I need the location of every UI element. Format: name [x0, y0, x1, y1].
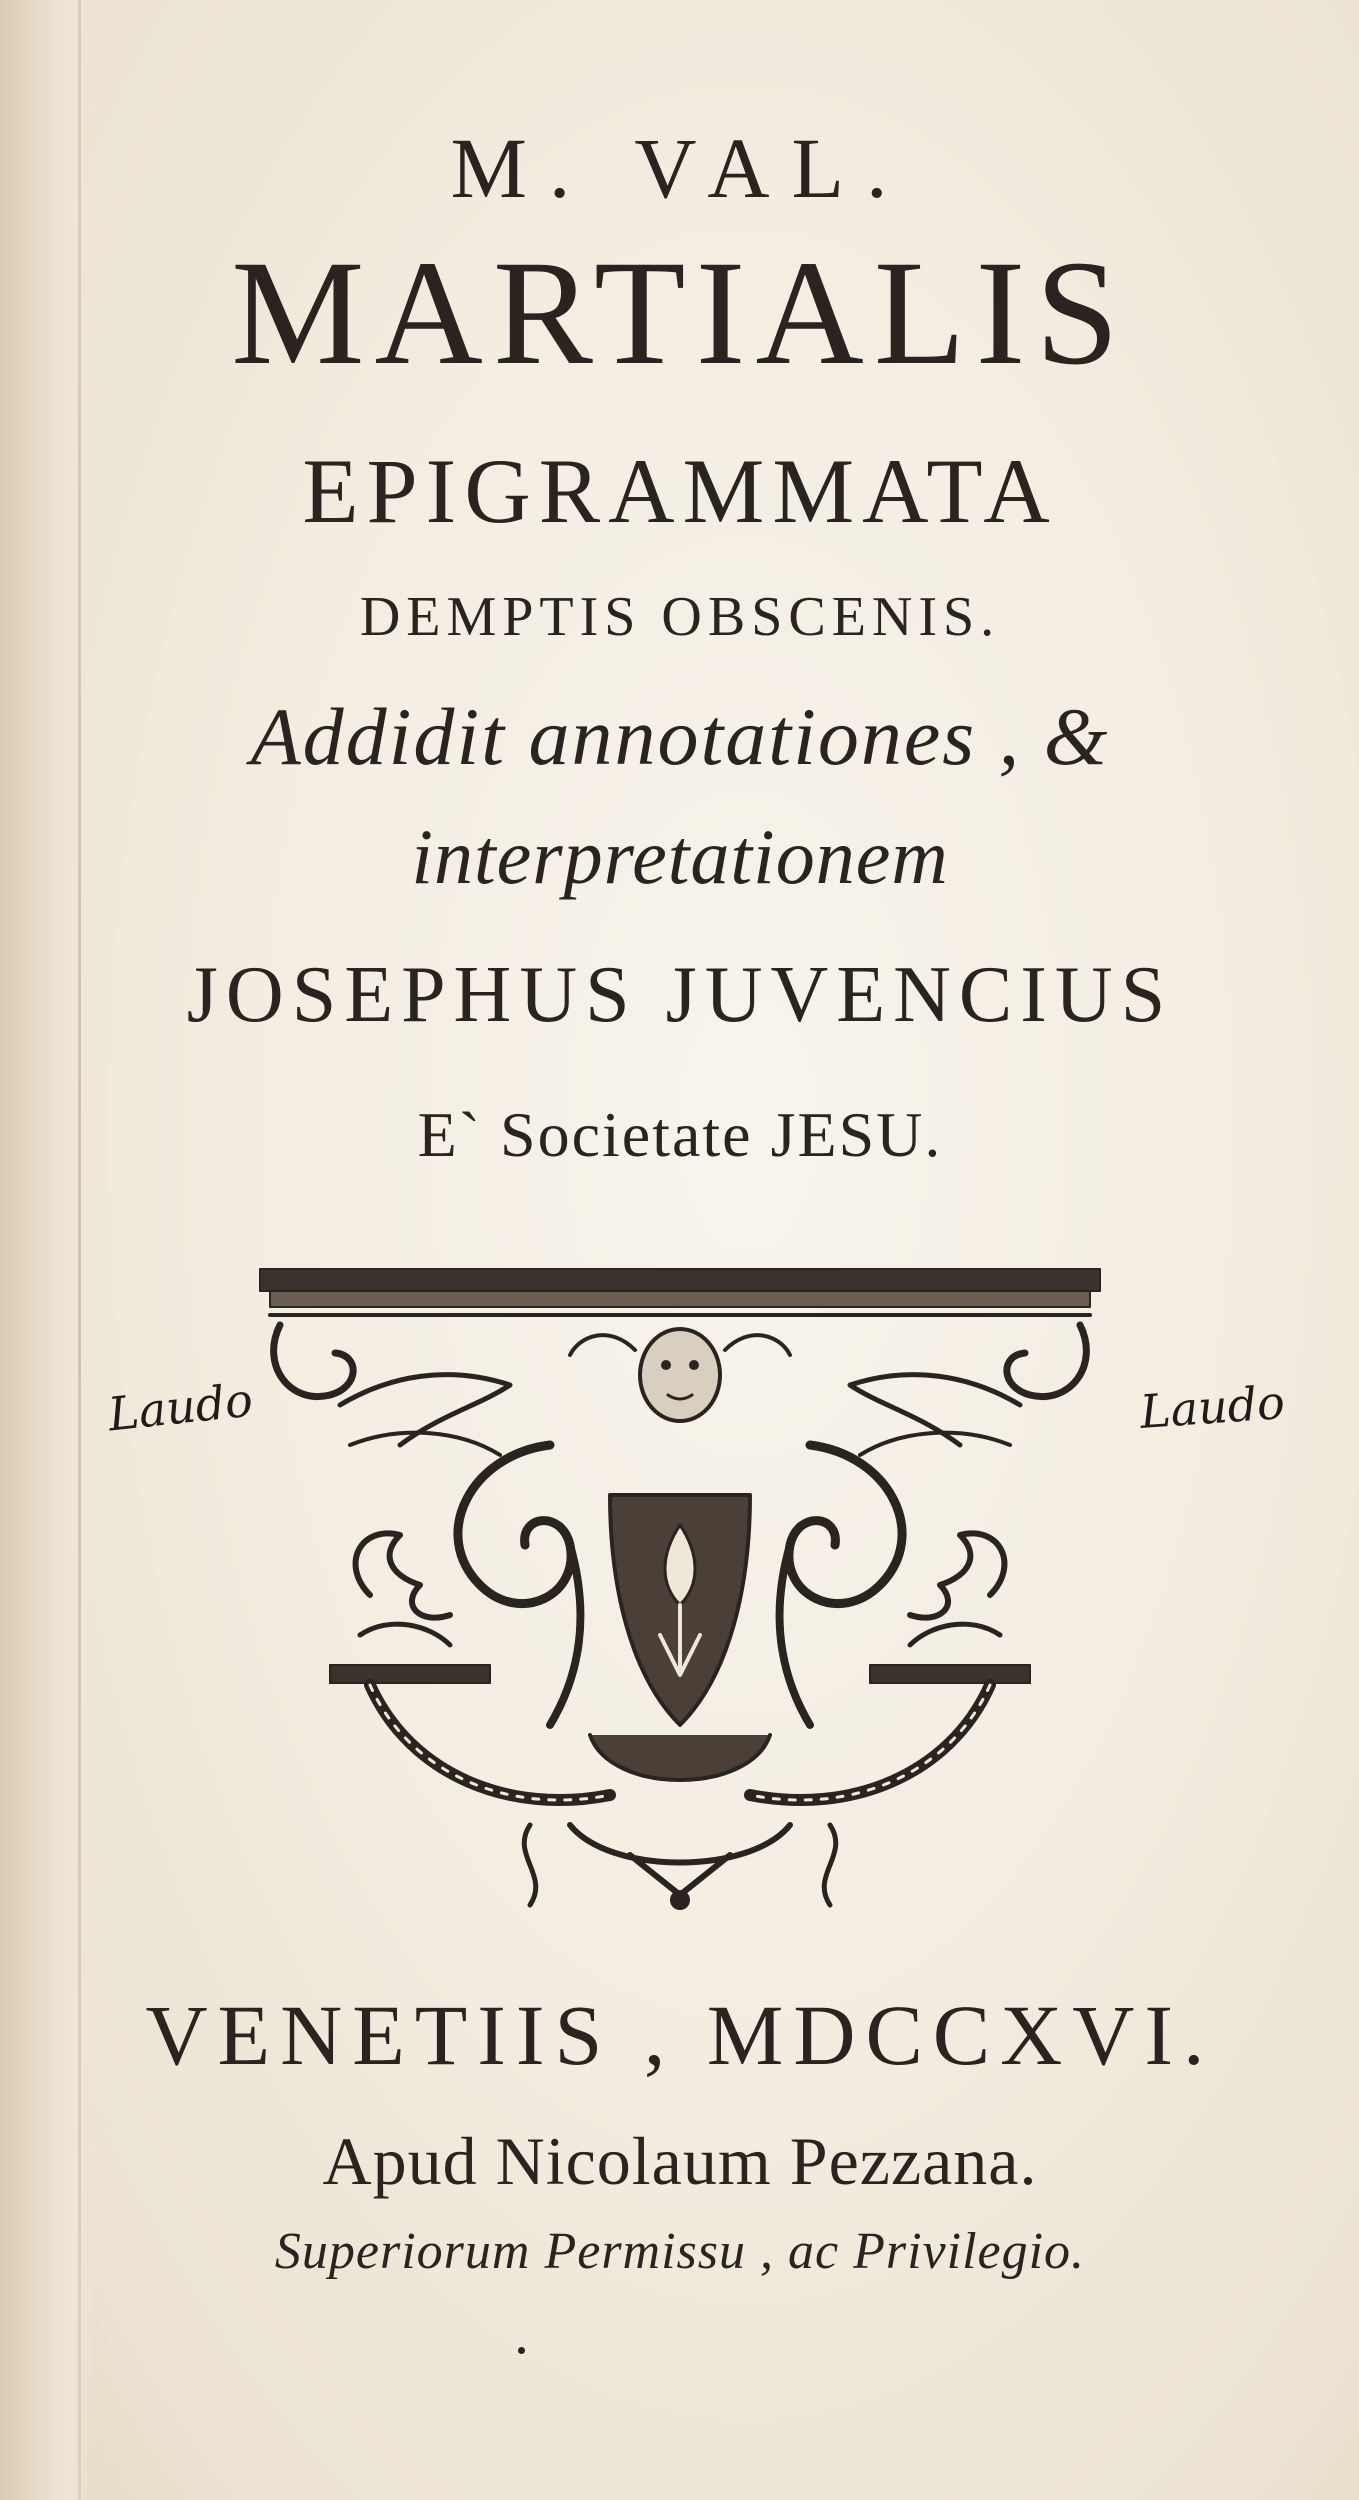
imprint-printer: Apud Nicolaum Pezzana. — [322, 2123, 1038, 2199]
editor-note-line-1: Addidit annotationes , & — [250, 691, 1110, 782]
author-praenomen: M. VAL. — [450, 120, 910, 216]
editor-name: JOSEPHUS JUVENCIUS — [186, 951, 1174, 1039]
work-title: EPIGRAMMATA — [302, 440, 1058, 542]
imprint-place-year: VENETIIS , MDCCXVI. — [145, 1987, 1215, 2083]
editor-affiliation: E` Societate JESU. — [417, 1099, 943, 1170]
handwritten-annotation-left: Laudo — [105, 1372, 256, 1442]
baroque-console-vignette-icon — [250, 1255, 1110, 1925]
imprint-permission: Superiorum Permissu , ac Privilegio. — [274, 2223, 1086, 2280]
editor-note-line-2: interpretationem — [411, 813, 949, 900]
handwritten-annotation-right: Laudo — [1138, 1375, 1287, 1439]
printer-dot — [518, 2347, 525, 2354]
author-name: MARTIALIS — [231, 230, 1129, 396]
work-subtitle: DEMPTIS OBSCENIS. — [359, 586, 1001, 648]
